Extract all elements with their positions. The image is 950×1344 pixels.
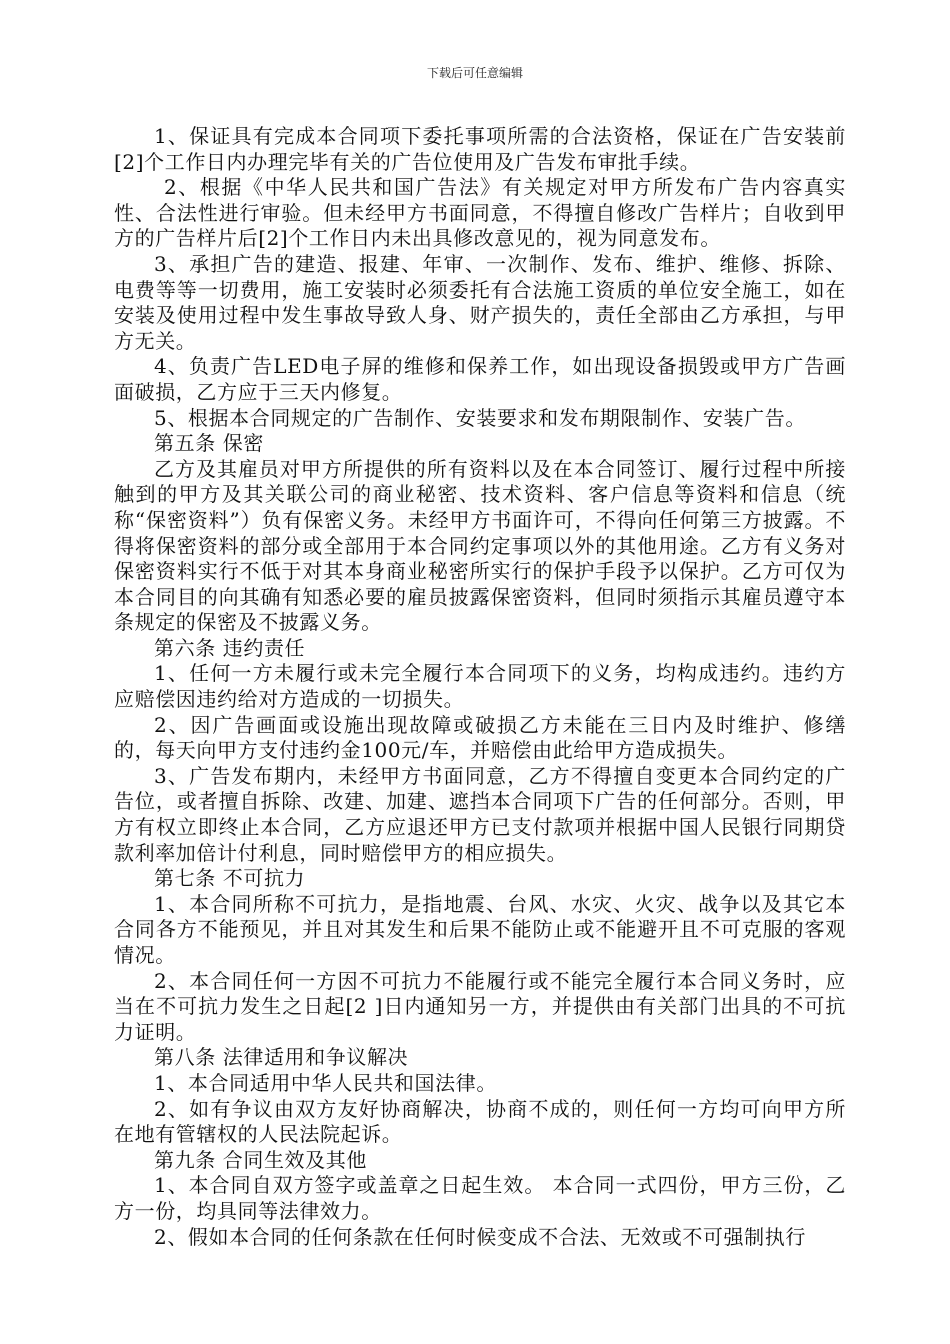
- clause-paragraph: 1、任何一方未履行或未完全履行本合同项下的义务，均构成违约。违约方应赔偿因违约给对方造成的一切损失。: [114, 661, 846, 712]
- clause-paragraph: 2、根据《中华人民共和国广告法》有关规定对甲方所发布广告内容真实性、合法性进行审验。但未经甲方书面同意，不得擅自修改广告样片；自收到甲方的广告样片后[2]个工作日内未出具修改意见的，视为同意发布。: [114, 175, 846, 251]
- section-heading: 第七条 不可抗力: [154, 866, 306, 891]
- section-heading: 第六条 违约责任: [154, 635, 306, 660]
- clause-paragraph: 1、本合同自双方签字或盖章之日起生效。 本合同一式四份，甲方三份，乙方一份，均具同等法律效力。: [114, 1173, 846, 1223]
- clause-paragraph: 1、保证具有完成本合同项下委托事项所需的合法资格，保证在广告安装前[2]个工作日内办理完毕有关的广告位使用及广告发布审批手续。: [114, 124, 846, 174]
- clause-paragraph: 2、本合同任何一方因不可抗力不能履行或不能完全履行本合同义务时，应当在不可抗力发生之日起[2 ]日内通知另一方，并提供由有关部门出具的不可抗力证明。: [114, 968, 846, 1044]
- section-heading: 第九条 合同生效及其他: [154, 1147, 367, 1172]
- clause-paragraph: 2、如有争议由双方友好协商解决，协商不成的，则任何一方均可向甲方所在地有管辖权的人民法院起诉。: [114, 1096, 846, 1147]
- clause-paragraph: 3、承担广告的建造、报建、年审、一次制作、发布、维护、维修、拆除、电费等等一切费用，施工安装时必须委托有合法施工资质的单位安全施工，如在安装及使用过程中发生事故导致人身、财产损失的，责任全部由乙方承担，与甲方无关。: [114, 251, 846, 353]
- page-header: 下载后可任意编辑: [426, 66, 523, 80]
- clause-paragraph: 1、本合同所称不可抗力，是指地震、台风、水灾、火灾、战争以及其它本合同各方不能预见，并且对其发生和后果不能防止或不能避开且不可克服的客观情况。: [114, 891, 846, 967]
- section-heading: 第五条 保密: [154, 431, 264, 456]
- clause-paragraph: 2、假如本合同的任何条款在任何时候变成不合法、无效或不可强制执行: [154, 1224, 806, 1249]
- clause-paragraph: 4、负责广告LED电子屏的维修和保养工作，如出现设备损毁或甲方广告画面破损，乙方应于三天内修复。: [114, 354, 846, 404]
- section-heading: 第八条 法律适用和争议解决: [154, 1045, 409, 1070]
- document-body: [114, 124, 846, 1250]
- clause-paragraph: 1、本合同适用中华人民共和国法律。: [154, 1070, 497, 1095]
- clause-paragraph: 3、广告发布期内，未经甲方书面同意，乙方不得擅自变更本合同约定的广告位，或者擅自拆除、改建、加建、遮挡本合同项下广告的任何部分。否则，甲方有权立即终止本合同，乙方应退还甲方已支付款项并根据中国人民银行同期贷款利率加倍计付利息，同时赔偿甲方的相应损失。: [114, 763, 846, 865]
- clause-paragraph: 乙方及其雇员对甲方所提供的所有资料以及在本合同签订、履行过程中所接触到的甲方及其关联公司的商业秘密、技术资料、客户信息等资料和信息（统称“保密资料”）负有保密义务。未经甲方书面许可，不得向任何第三方披露。不得将保密资料的部分或全部用于本合同约定事项以外的其他用途。乙方有义务对保密资料实行不低于对其本身商业秘密所实行的保护手段予以保护。乙方可仅为本合同目的向其确有知悉必要的雇员披露保密资料，但同时须指示其雇员遵守本条规定的保密及不披露义务。: [114, 456, 846, 635]
- clause-paragraph: 5、根据本合同规定的广告制作、安装要求和发布期限制作、安装广告。: [154, 405, 806, 430]
- clause-paragraph: 2、因广告画面或设施出现故障或破损乙方未能在三日内及时维护、修缮的，每天向甲方支付违约金100元/车，并赔偿由此给甲方造成损失。: [114, 712, 846, 763]
